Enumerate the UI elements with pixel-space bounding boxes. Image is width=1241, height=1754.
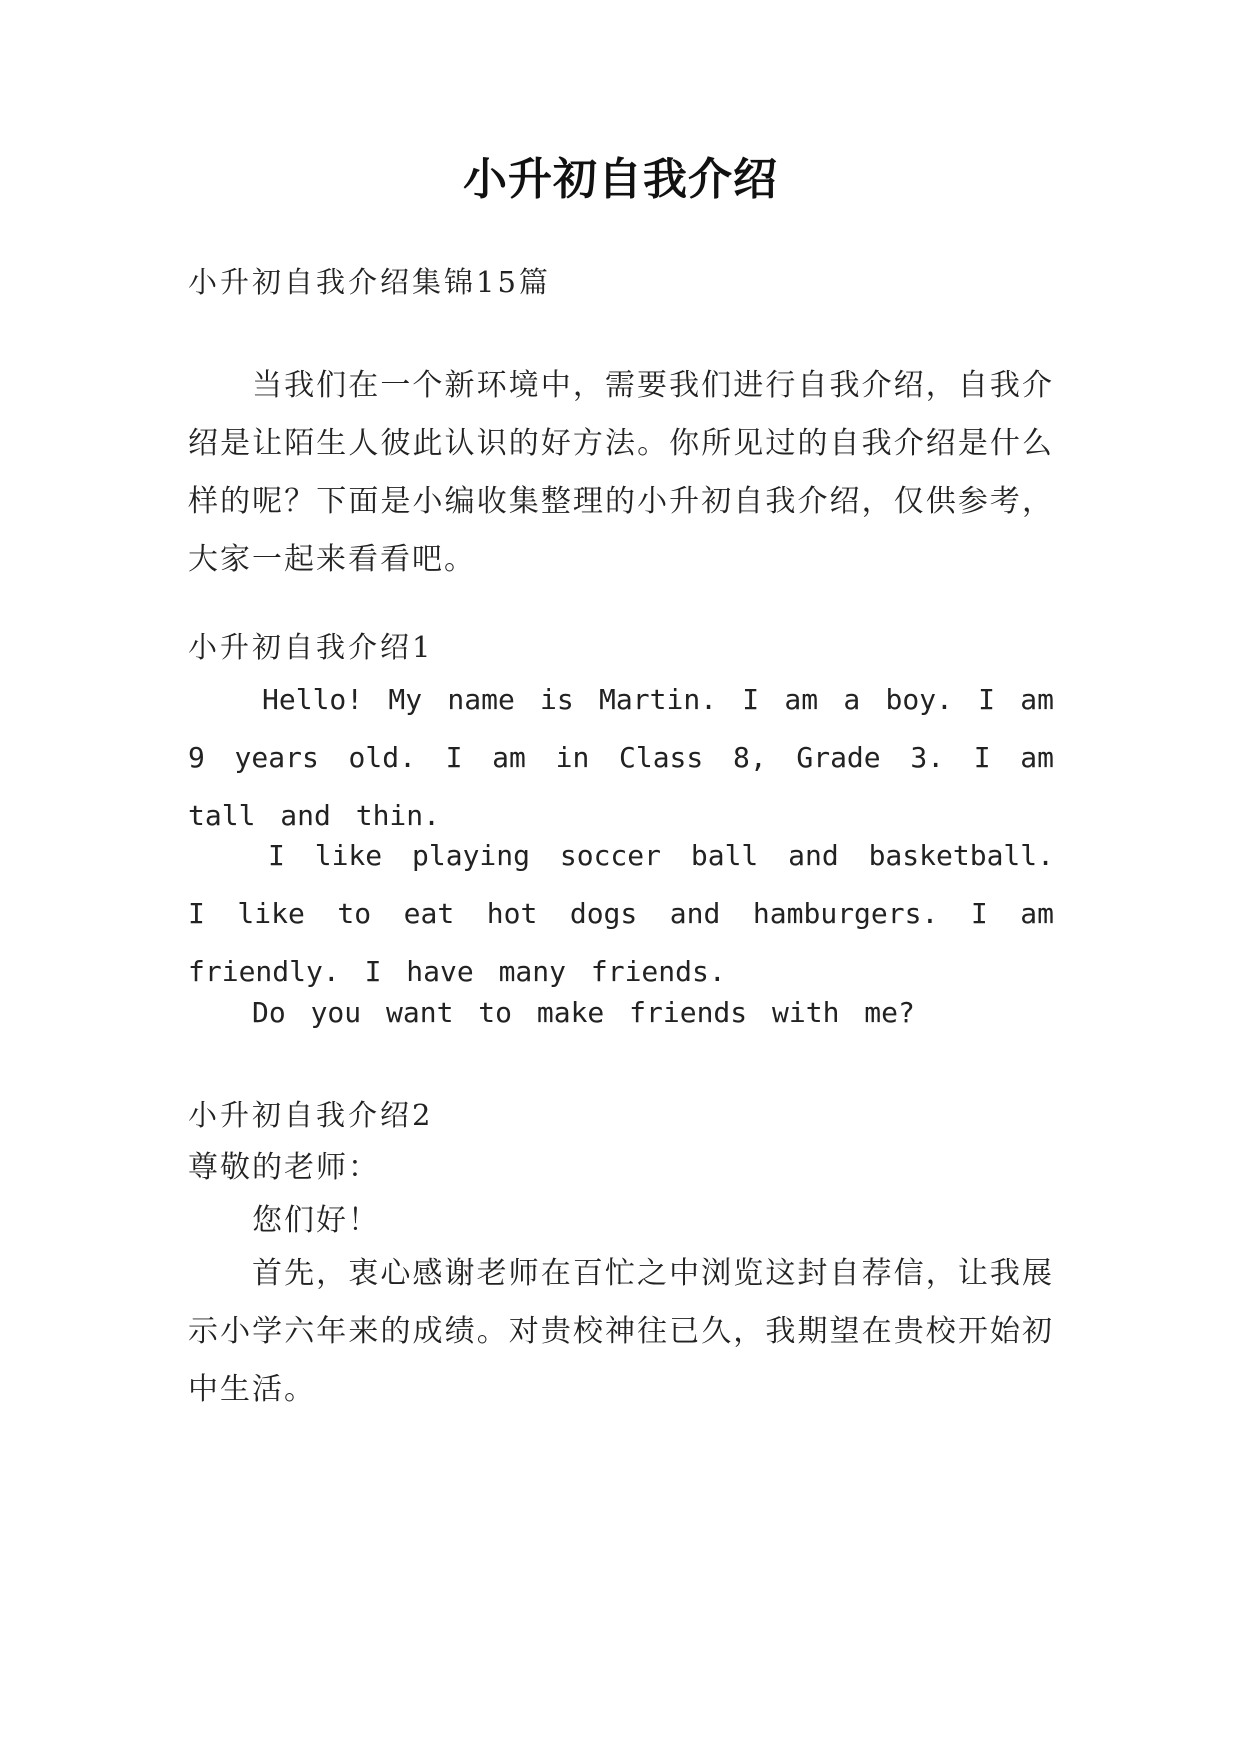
section-1-heading: 小升初自我介绍1 xyxy=(188,630,434,664)
section-2-paragraph-1: 首先，衷心感谢老师在百忙之中浏览这封自荐信，让我展示小学六年来的成绩。对贵校神往已久，我期望在贵校开始初中生活。 xyxy=(188,1256,1054,1407)
document-subtitle: 小升初自我介绍集锦15篇 xyxy=(188,265,551,299)
section-1-paragraph-1: Hello! My name is Martin. I am a boy. I am 9 years old. I am in Class 8, Grade 3. I am tall and thin. xyxy=(188,683,1054,832)
section-2-greeting: 您们好！ xyxy=(252,1203,380,1238)
document-title: 小升初自我介绍 xyxy=(463,154,778,205)
section-1-paragraph-2: I like playing soccer ball and basketball. I like to eat hot dogs and hamburgers. I am friendly. I have many friends. xyxy=(188,839,1054,988)
section-2-salutation: 尊敬的老师： xyxy=(188,1150,380,1185)
intro-paragraph: 当我们在一个新环境中，需要我们进行自我介绍，自我介绍是让陌生人彼此认识的好方法。你所见过的自我介绍是什么样的呢？下面是小编收集整理的小升初自我介绍，仅供参考，大家一起来看看吧。 xyxy=(188,368,1054,577)
section-2-heading: 小升初自我介绍2 xyxy=(188,1098,434,1132)
section-1-paragraph-3: Do you want to make friends with me? xyxy=(252,996,915,1029)
